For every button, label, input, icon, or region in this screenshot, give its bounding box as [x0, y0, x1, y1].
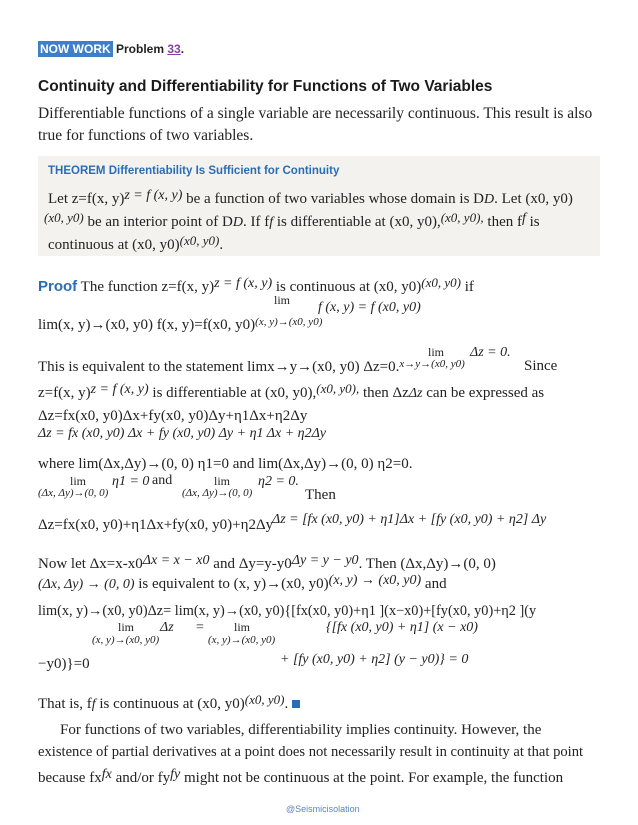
theorem-l1-c: . Let (x0, y0) [494, 191, 573, 207]
theorem-l2-e: is [525, 214, 540, 230]
theorem-title: THEOREM Differentiability Is Sufficient for Continuity [48, 165, 340, 177]
theorem-l2-m2: D [232, 215, 243, 230]
proof-p1-c: if [460, 279, 474, 295]
theorem-l2-c: is differentiable at (x0, y0), [273, 214, 441, 230]
proof-line-11: lim(x, y)→(x0, y0)Δz= lim(x, y)→(x0, y0){[fx(x0, y0)+η1 ](x−x0)+[fy(x0, y0)+η2 ](y [38, 603, 537, 619]
proof-label: Proof [38, 278, 78, 295]
proof-line-5: Δz=fx(x0, y0)Δx+fy(x0, y0)Δy+η1Δx+η2Δy [38, 408, 308, 424]
proof-line-1 [38, 275, 474, 296]
proof-p8-math: Δz = [fx (x0, y0) + η1]Δx + [fy (x0, y0) + η2] Δy [272, 512, 547, 527]
proof-p9-c: . Then (Δx,Δy)→(0, 0) [358, 556, 496, 572]
proof-p3-since: Since [524, 358, 558, 374]
proof-p9-b: and Δy=y-y0 [209, 556, 292, 572]
display4-lim2: lim [234, 620, 251, 634]
display3-sub1: (Δx, Δy)→(0, 0) [38, 487, 109, 499]
now-work-badge: NOW WORK [40, 42, 111, 56]
proof-p14-c: . [284, 696, 289, 712]
theorem-l1-m2: D [484, 192, 495, 207]
proof-p2-sub: (x, y)→(x0, y0) [255, 316, 323, 328]
proof-p4-c: then Δz [359, 385, 409, 401]
theorem-l2-a: be an interior point of D [83, 214, 233, 230]
proof-p9-m2: Δy = y − y0 [291, 553, 359, 568]
display3-and: and [152, 473, 173, 488]
theorem-line-1 [48, 188, 573, 208]
display4-sub1: (x, y)→(x0, y0) [92, 634, 160, 646]
proof-line-10 [38, 573, 447, 593]
section-intro: Differentiable functions of a single variable are necessarily continuous. This result is also true for functions of two variables. [38, 105, 593, 144]
display1-lim: lim [274, 293, 291, 307]
theorem-line-3 [48, 233, 223, 254]
proof-p1-m2: (x0, y0) [421, 275, 461, 290]
proof-p4-b: is differentiable at (x0, y0), [148, 385, 317, 401]
proof-then: Then [305, 487, 336, 503]
para-line-3 [38, 767, 563, 787]
theorem-l1-a: Let z=f(x, y) [48, 191, 125, 207]
theorem-l1-b: be a function of two variables whose domain is D [182, 191, 484, 207]
display4-dz: Δz [160, 620, 174, 635]
proof-p1-m1: z = f (x, y) [214, 276, 273, 291]
proof-p4-m2: (x0, y0), [316, 381, 360, 396]
now-work-line [38, 42, 184, 56]
proof-p1-a: The function z=f(x, y) [77, 279, 215, 295]
theorem-l2-m3: f [269, 215, 274, 230]
display4-rhs2: + [fy (x0, y0) + η2] (y − y0)} = 0 [280, 652, 469, 667]
theorem-box [38, 156, 600, 256]
proof-p4-a: z=f(x, y) [38, 385, 91, 401]
theorem-l3-m1: (x0, y0) [179, 233, 220, 248]
proof-line-3 [38, 358, 465, 376]
display3-expr1: η1 = 0 [112, 474, 150, 489]
proof-p4-d: can be expressed as [422, 385, 545, 401]
display3-sub2: (Δx, Δy)→(0, 0) [182, 487, 253, 499]
proof-p9-m1: Δx = x − x0 [142, 553, 210, 568]
theorem-l2-d: then f [483, 214, 522, 230]
proof-p14-m1: f [91, 697, 96, 712]
display4-eq: = [196, 620, 204, 635]
theorem-l1-m1: z = f (x, y) [124, 188, 183, 203]
proof-line-8: Δz=fx(x0, y0)+η1Δx+fy(x0, y0)+η2Δy [38, 517, 274, 533]
proof-p9-a: Now let Δx=x-x0 [38, 556, 143, 572]
now-work-period: . [180, 42, 185, 56]
problem-label: Problem [116, 42, 165, 56]
proof-p10-b: and [421, 576, 447, 592]
theorem-l3-a: continuous at (x0, y0) [48, 237, 180, 253]
para-l3-m2: fy [170, 767, 181, 782]
proof-p3-sub: x→y→(x0, y0) [399, 358, 465, 370]
proof-p10-m1: (Δx, Δy) → (0, 0) [38, 577, 135, 592]
display3-lim2: lim [214, 474, 231, 488]
theorem-line-2 [44, 210, 540, 231]
para-l3-b: and/or fy [111, 770, 171, 786]
qed-square-icon [292, 700, 300, 708]
display4-lim1: lim [118, 620, 135, 634]
theorem-l3-b: . [219, 237, 224, 253]
display4-sub2: (x, y)→(x0, y0) [208, 634, 276, 646]
theorem-l2-m4: (x0, y0), [440, 210, 484, 225]
proof-line-9 [38, 553, 496, 573]
proof-p14-m2: (x0, y0) [244, 692, 285, 707]
display4-rhs1: {[fx (x0, y0) + η1] (x − x0) [326, 620, 478, 635]
para-l3-a: because fx [38, 770, 102, 786]
proof-p10-a: is equivalent to (x, y)→(x0, y0) [134, 576, 329, 592]
display1-expr: f (x, y) = f (x0, y0) [318, 300, 421, 315]
watermark: @Seismicisolation [286, 804, 360, 814]
para-l3-m1: fx [101, 767, 112, 782]
proof-line-6: where lim(Δx,Δy)→(0, 0) η1=0 and lim(Δx,Δy)→(0, 0) η2=0. [38, 456, 413, 472]
display3-expr2: η2 = 0. [258, 474, 299, 489]
display2-expr: Δz = 0. [470, 345, 511, 360]
proof-line-4 [38, 381, 544, 402]
proof-p14-b: is continuous at (x0, y0) [95, 696, 245, 712]
proof-p5-math: Δz = fx (x0, y0) Δx + fy (x0, y0) Δy + η1 Δx + η2Δy [38, 426, 327, 441]
proof-line-13: −y0)}=0 [38, 656, 90, 672]
theorem-l2-m5: f [521, 211, 526, 226]
proof-p3-a: This is equivalent to the statement limx→y→(x0, y0) Δz=0. [38, 359, 400, 375]
proof-p2-text: lim(x, y)→(x0, y0) f(x, y)=f(x0, y0) [38, 317, 256, 333]
display3-lim1: lim [70, 474, 87, 488]
proof-line-2 [38, 316, 322, 334]
para-line-1: For functions of two variables, differentiability implies continuity. However, the [60, 722, 542, 738]
proof-line-14 [38, 692, 300, 713]
proof-p1-b: is continuous at (x0, y0) [272, 279, 422, 295]
proof-p14-a: That is, f [38, 696, 92, 712]
proof-p4-m3: Δz [408, 386, 423, 401]
section-title: Continuity and Differentiability for Functions of Two Variables [38, 78, 493, 95]
problem-link[interactable]: 33 [167, 42, 181, 56]
display2-lim: lim [428, 345, 445, 359]
proof-p10-m2: (x, y) → (x0, y0) [328, 573, 422, 588]
para-line-2: existence of partial derivatives at a point does not necessarily result in continuity at that point [38, 744, 584, 760]
theorem-l2-b: . If f [242, 214, 270, 230]
proof-p4-m1: z = f (x, y) [90, 382, 149, 397]
theorem-l2-m1: (x0, y0) [44, 210, 84, 225]
para-l3-c: might not be continuous at the point. For example, the function [180, 770, 564, 786]
